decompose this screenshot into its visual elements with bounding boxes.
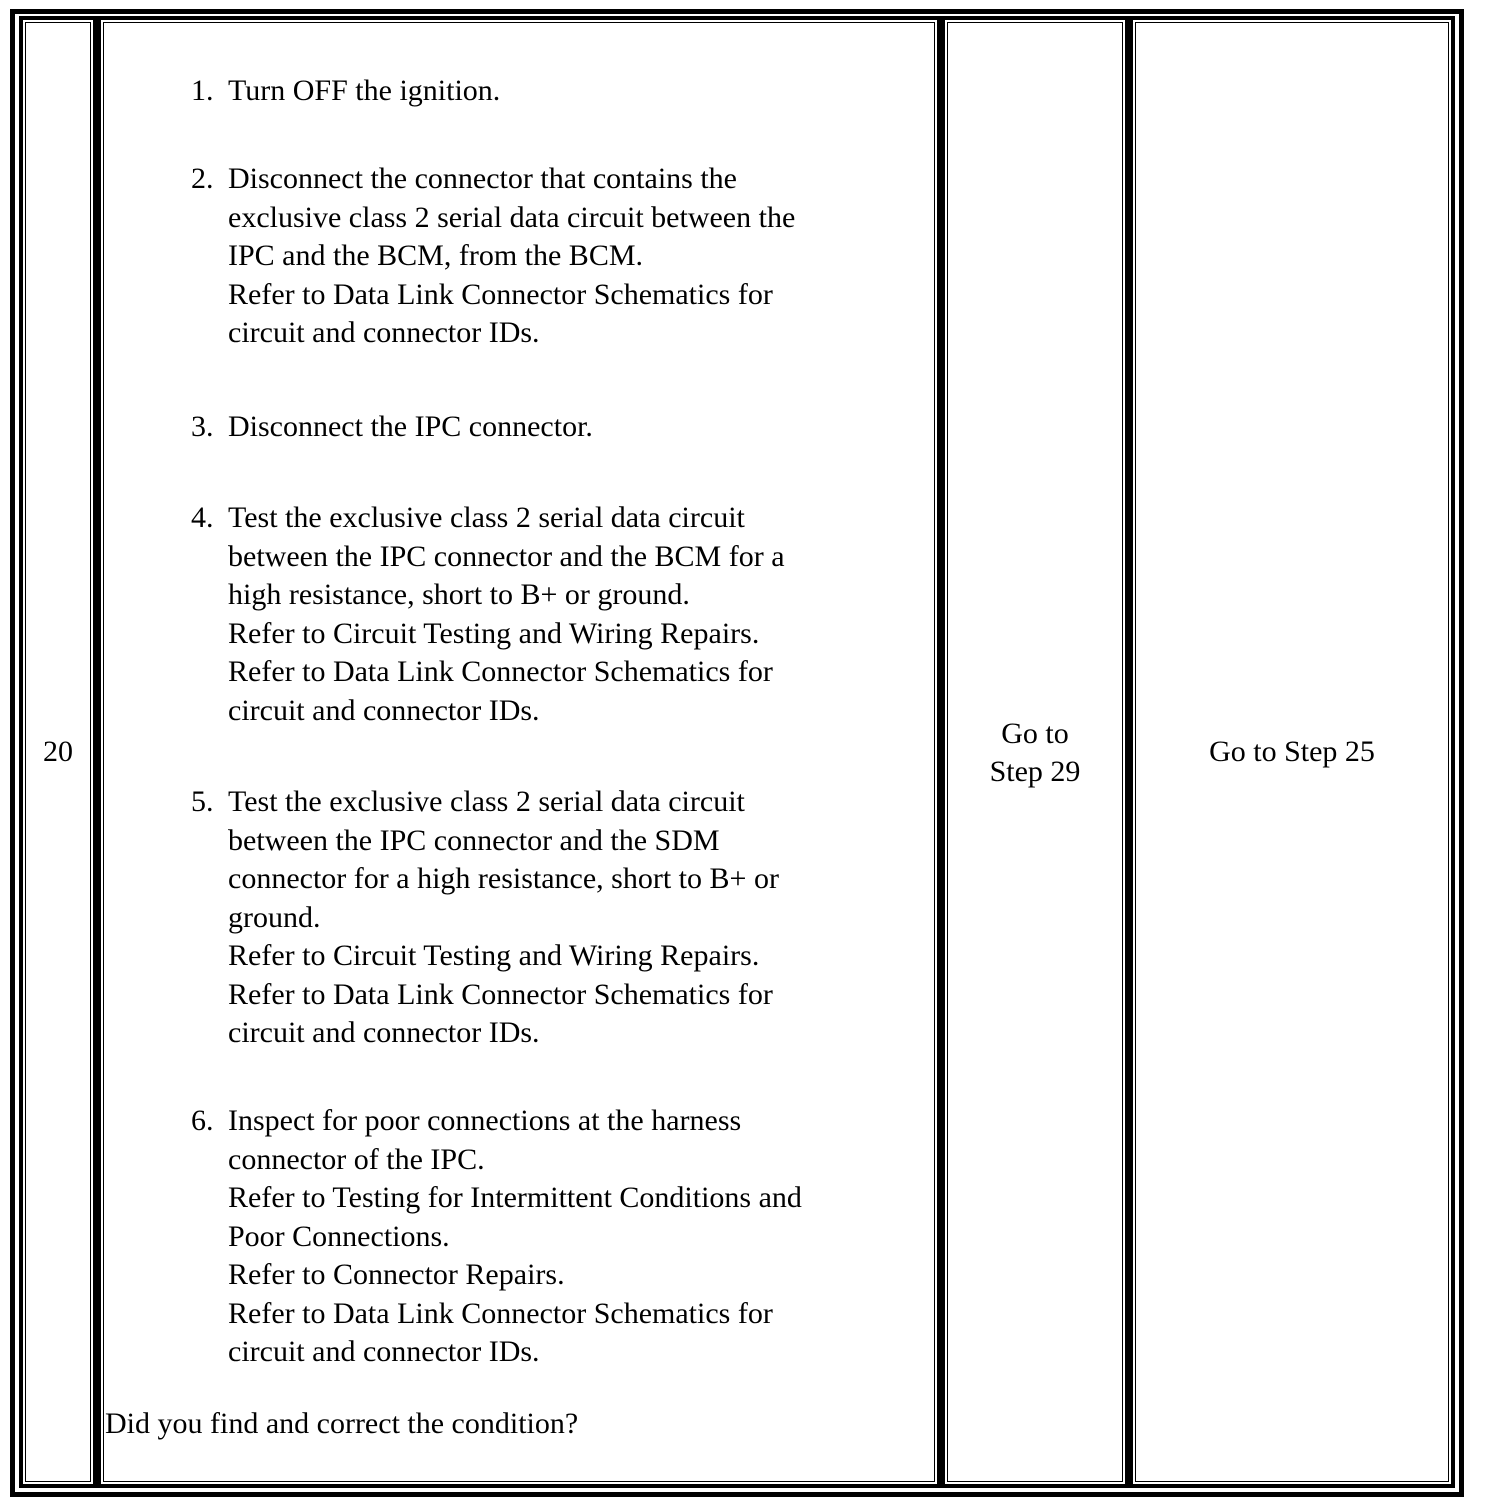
step-line: circuit and connector IDs. bbox=[228, 693, 540, 727]
step-line: Refer to Circuit Testing and Wiring Repairs. bbox=[228, 939, 760, 972]
step-line: Refer to Data Link Connector Schematics for bbox=[228, 277, 773, 311]
step-line: Test the exclusive class 2 serial data circuit bbox=[228, 501, 745, 534]
step-index: 4. bbox=[191, 501, 214, 534]
step-number: 20 bbox=[43, 735, 73, 768]
step-index: 5. bbox=[191, 785, 214, 818]
step-line: Test the exclusive class 2 serial data circuit bbox=[228, 785, 745, 818]
step-index: 6. bbox=[191, 1104, 214, 1137]
step-line: between the IPC connector and the BCM for a bbox=[228, 539, 785, 573]
step-line: Disconnect the connector that contains the bbox=[228, 162, 737, 195]
step-line: circuit and connector IDs. bbox=[228, 316, 540, 349]
step-line: Refer to Data Link Connector Schematics for bbox=[228, 977, 773, 1011]
step-line: connector of the IPC. bbox=[228, 1142, 485, 1176]
step-line: Refer to Data Link Connector Schematics for bbox=[228, 1296, 773, 1330]
step-line: circuit and connector IDs. bbox=[228, 1016, 540, 1049]
step-line: Refer to Connector Repairs. bbox=[228, 1258, 565, 1291]
step-line: Refer to Testing for Intermittent Conditions and bbox=[228, 1181, 802, 1214]
step-line: Inspect for poor connections at the harness bbox=[228, 1104, 742, 1137]
step-line: Disconnect the IPC connector. bbox=[228, 410, 593, 443]
action-cell bbox=[97, 16, 941, 1488]
step-index: 2. bbox=[191, 162, 214, 195]
step-line: high resistance, short to B+ or ground. bbox=[228, 578, 690, 611]
step-line: exclusive class 2 serial data circuit between the bbox=[228, 200, 796, 234]
yes-result-line: Step 29 bbox=[989, 755, 1081, 788]
step-line: connector for a high resistance, short to B+ or bbox=[228, 862, 779, 895]
step-line: Turn OFF the ignition. bbox=[228, 74, 501, 107]
step-line: Poor Connections. bbox=[228, 1219, 450, 1253]
no-result: Go to Step 25 bbox=[1209, 735, 1375, 768]
step-index: 1. bbox=[191, 74, 214, 107]
step-line: ground. bbox=[228, 900, 321, 934]
step-index: 3. bbox=[191, 410, 214, 443]
step-line: between the IPC connector and the SDM bbox=[228, 823, 720, 857]
question-text: Did you find and correct the condition? bbox=[105, 1407, 579, 1440]
step-line: Refer to Circuit Testing and Wiring Repairs. bbox=[228, 616, 760, 650]
step-line: circuit and connector IDs. bbox=[228, 1335, 540, 1368]
yes-result-cell bbox=[941, 16, 1129, 1488]
yes-result bbox=[990, 715, 1081, 791]
yes-result-line: Go to bbox=[1001, 717, 1069, 750]
step-number-cell bbox=[19, 16, 97, 1488]
step-line: IPC and the BCM, from the BCM. bbox=[228, 239, 644, 272]
step-line: Refer to Data Link Connector Schematics for bbox=[228, 655, 773, 688]
no-result-cell bbox=[1129, 16, 1455, 1488]
